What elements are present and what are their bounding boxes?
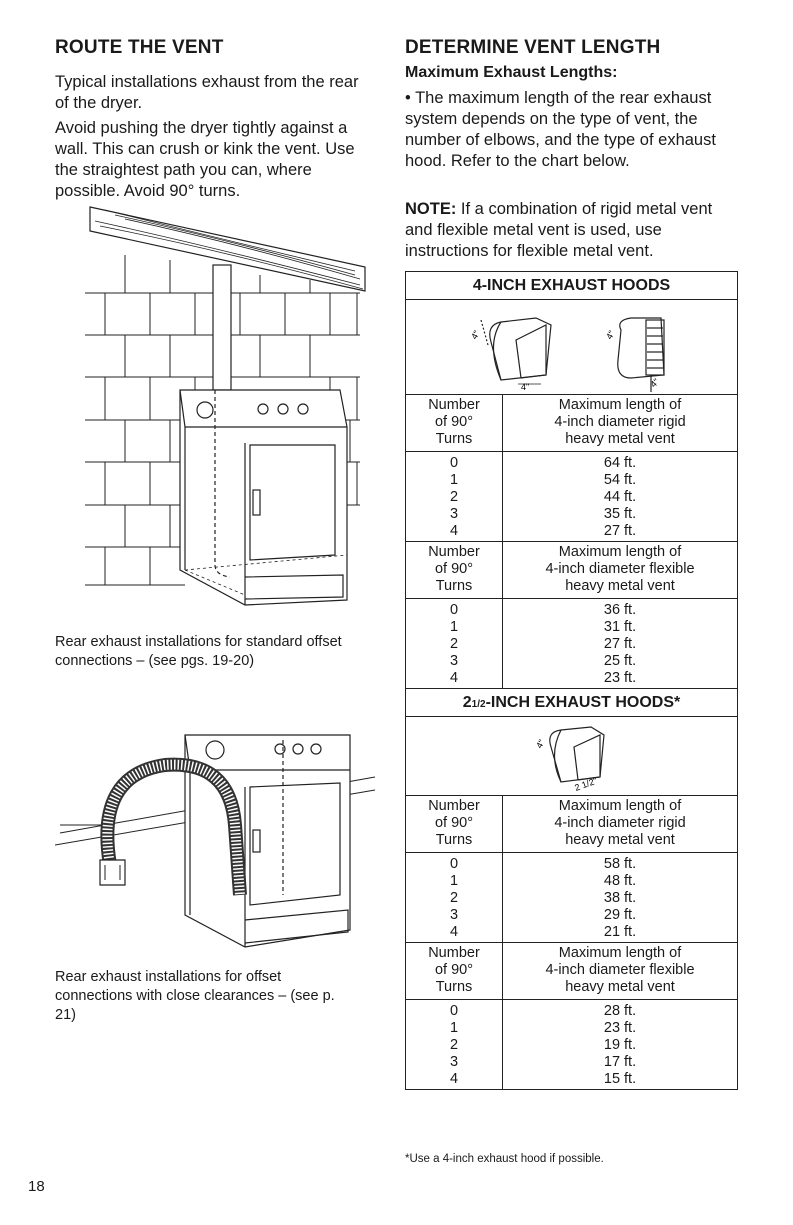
- turns-cell: 0: [449, 1003, 459, 1019]
- s1-rigid-label-row: [406, 395, 737, 452]
- flex-label-line: Maximum length of: [558, 544, 682, 560]
- standard-offset-illustration: [85, 205, 375, 615]
- max-length-bullet: • The maximum length of the rear exhaust system depends on the type of vent, the number of elbows, and the type of exhaust hood. Refer to the chart below.: [405, 89, 716, 170]
- length-cell: 23 ft.: [603, 1020, 637, 1036]
- intro-paragraph: Typical installations exhaust from the rear of the dryer.: [55, 73, 359, 112]
- col1-label-line: Number: [428, 798, 480, 814]
- turns-cell: 1: [449, 472, 459, 488]
- turns-cell: 4: [449, 670, 459, 686]
- rigid-label-line: heavy metal vent: [565, 431, 675, 447]
- flex-label-line: 4-inch diameter flexible: [545, 962, 695, 978]
- length-cell: 25 ft.: [603, 653, 637, 669]
- turns-cell: 4: [449, 1071, 459, 1087]
- hood3-dim-b: 2 1/2": [573, 775, 599, 793]
- note-text: If a combination of rigid metal vent and flexible metal vent is used, use instructions for flexible metal vent.: [405, 200, 713, 260]
- col1-label-line: Turns: [435, 578, 473, 594]
- length-cell: 21 ft.: [603, 924, 637, 940]
- turns-cell: 0: [449, 602, 459, 618]
- s2-rigid-values: [406, 853, 737, 943]
- turns-cell: 4: [449, 924, 459, 940]
- two-half-inch-hood-illustration: [406, 717, 736, 795]
- rigid-label-line: Maximum length of: [558, 397, 682, 413]
- s1-flex-label-row: [406, 542, 737, 599]
- length-cell: 35 ft.: [603, 506, 637, 522]
- col1-label-line: Turns: [435, 832, 473, 848]
- length-cell: 28 ft.: [603, 1003, 637, 1019]
- s2-rigid-label-row: [406, 796, 737, 853]
- s1-rigid-values: [406, 452, 737, 542]
- turns-cell: 3: [449, 1054, 459, 1070]
- col1-label-line: of 90°: [434, 561, 474, 577]
- col1-label-line: Turns: [435, 431, 473, 447]
- length-cell: 27 ft.: [603, 636, 637, 652]
- section2-title-fraction: 1/2: [471, 699, 486, 710]
- col1-label-line: of 90°: [434, 414, 474, 430]
- determine-length-heading: DETERMINE VENT LENGTH: [405, 37, 661, 58]
- length-cell: 15 ft.: [603, 1071, 637, 1087]
- section2-title-rest: -INCH EXHAUST HOODS*: [485, 694, 681, 711]
- turns-cell: 1: [449, 873, 459, 889]
- col1-label-line: Number: [428, 544, 480, 560]
- col1-label-line: Number: [428, 397, 480, 413]
- rigid-label-line: 4-inch diameter rigid: [554, 414, 686, 430]
- length-cell: 54 ft.: [603, 472, 637, 488]
- col1-label-line: of 90°: [434, 962, 474, 978]
- hood2-dim-b: 4": [648, 376, 662, 390]
- turns-cell: 2: [449, 1037, 459, 1053]
- length-cell: 58 ft.: [603, 856, 637, 872]
- hood2-dim-a: 4": [604, 328, 617, 341]
- note-label: NOTE:: [405, 200, 457, 218]
- rigid-label-line: heavy metal vent: [565, 832, 675, 848]
- length-cell: 23 ft.: [603, 670, 637, 686]
- turns-cell: 1: [449, 1020, 459, 1036]
- s2-flex-values: [406, 1000, 737, 1089]
- hood1-dim-b: 4": [521, 382, 530, 392]
- section2-hood-images: [406, 717, 737, 796]
- flex-label-line: Maximum length of: [558, 945, 682, 961]
- flex-label-line: heavy metal vent: [565, 979, 675, 995]
- turns-cell: 2: [449, 489, 459, 505]
- turns-cell: 0: [449, 856, 459, 872]
- s2-flex-label-row: [406, 943, 737, 1000]
- four-inch-hoods-illustration: [406, 300, 736, 394]
- section2-title-prefix: 2: [462, 694, 472, 711]
- turns-cell: 4: [449, 523, 459, 539]
- turns-cell: 3: [449, 907, 459, 923]
- avoid-paragraph: Avoid pushing the dryer tightly against a wall. This can crush or kink the vent. Use the straightest path you can, where possible. Avoid 90° turns.: [55, 119, 355, 200]
- rigid-label-line: 4-inch diameter rigid: [554, 815, 686, 831]
- length-cell: 29 ft.: [603, 907, 637, 923]
- turns-cell: 3: [449, 653, 459, 669]
- length-cell: 27 ft.: [603, 523, 637, 539]
- col1-label-line: Turns: [435, 979, 473, 995]
- length-cell: 48 ft.: [603, 873, 637, 889]
- section1-title: 4-INCH EXHAUST HOODS: [406, 272, 737, 300]
- caption-standard: Rear exhaust installations for standard offset connections – (see pgs. 19-20): [55, 634, 342, 669]
- route-vent-heading: ROUTE THE VENT: [55, 37, 224, 58]
- length-cell: 31 ft.: [603, 619, 637, 635]
- turns-cell: 0: [449, 455, 459, 471]
- turns-cell: 3: [449, 506, 459, 522]
- length-cell: 19 ft.: [603, 1037, 637, 1053]
- col1-label-line: Number: [428, 945, 480, 961]
- flex-label-line: heavy metal vent: [565, 578, 675, 594]
- length-cell: 38 ft.: [603, 890, 637, 906]
- s1-flex-values: [406, 599, 737, 689]
- table-footnote: *Use a 4-inch exhaust hood if possible.: [405, 1153, 604, 1165]
- turns-cell: 2: [449, 636, 459, 652]
- note-paragraph: [405, 199, 740, 262]
- hood3-dim-a: 4": [534, 737, 547, 750]
- page-number: 18: [28, 1178, 45, 1195]
- length-cell: 17 ft.: [603, 1054, 637, 1070]
- turns-cell: 2: [449, 890, 459, 906]
- section1-hood-images: [406, 300, 737, 395]
- rigid-label-line: Maximum length of: [558, 798, 682, 814]
- max-exhaust-subheading: Maximum Exhaust Lengths:: [405, 64, 618, 81]
- length-cell: 44 ft.: [603, 489, 637, 505]
- length-cell: 36 ft.: [603, 602, 637, 618]
- caption-close-clearance: Rear exhaust installations for offset connections with close clearances – (see p. 21): [55, 969, 335, 1023]
- vent-length-table: [405, 271, 738, 1090]
- col1-label-line: of 90°: [434, 815, 474, 831]
- turns-cell: 1: [449, 619, 459, 635]
- section2-title: [406, 689, 737, 717]
- hood1-dim-a: 4": [469, 328, 482, 341]
- length-cell: 64 ft.: [603, 455, 637, 471]
- flex-label-line: 4-inch diameter flexible: [545, 561, 695, 577]
- close-clearance-illustration: [55, 715, 380, 955]
